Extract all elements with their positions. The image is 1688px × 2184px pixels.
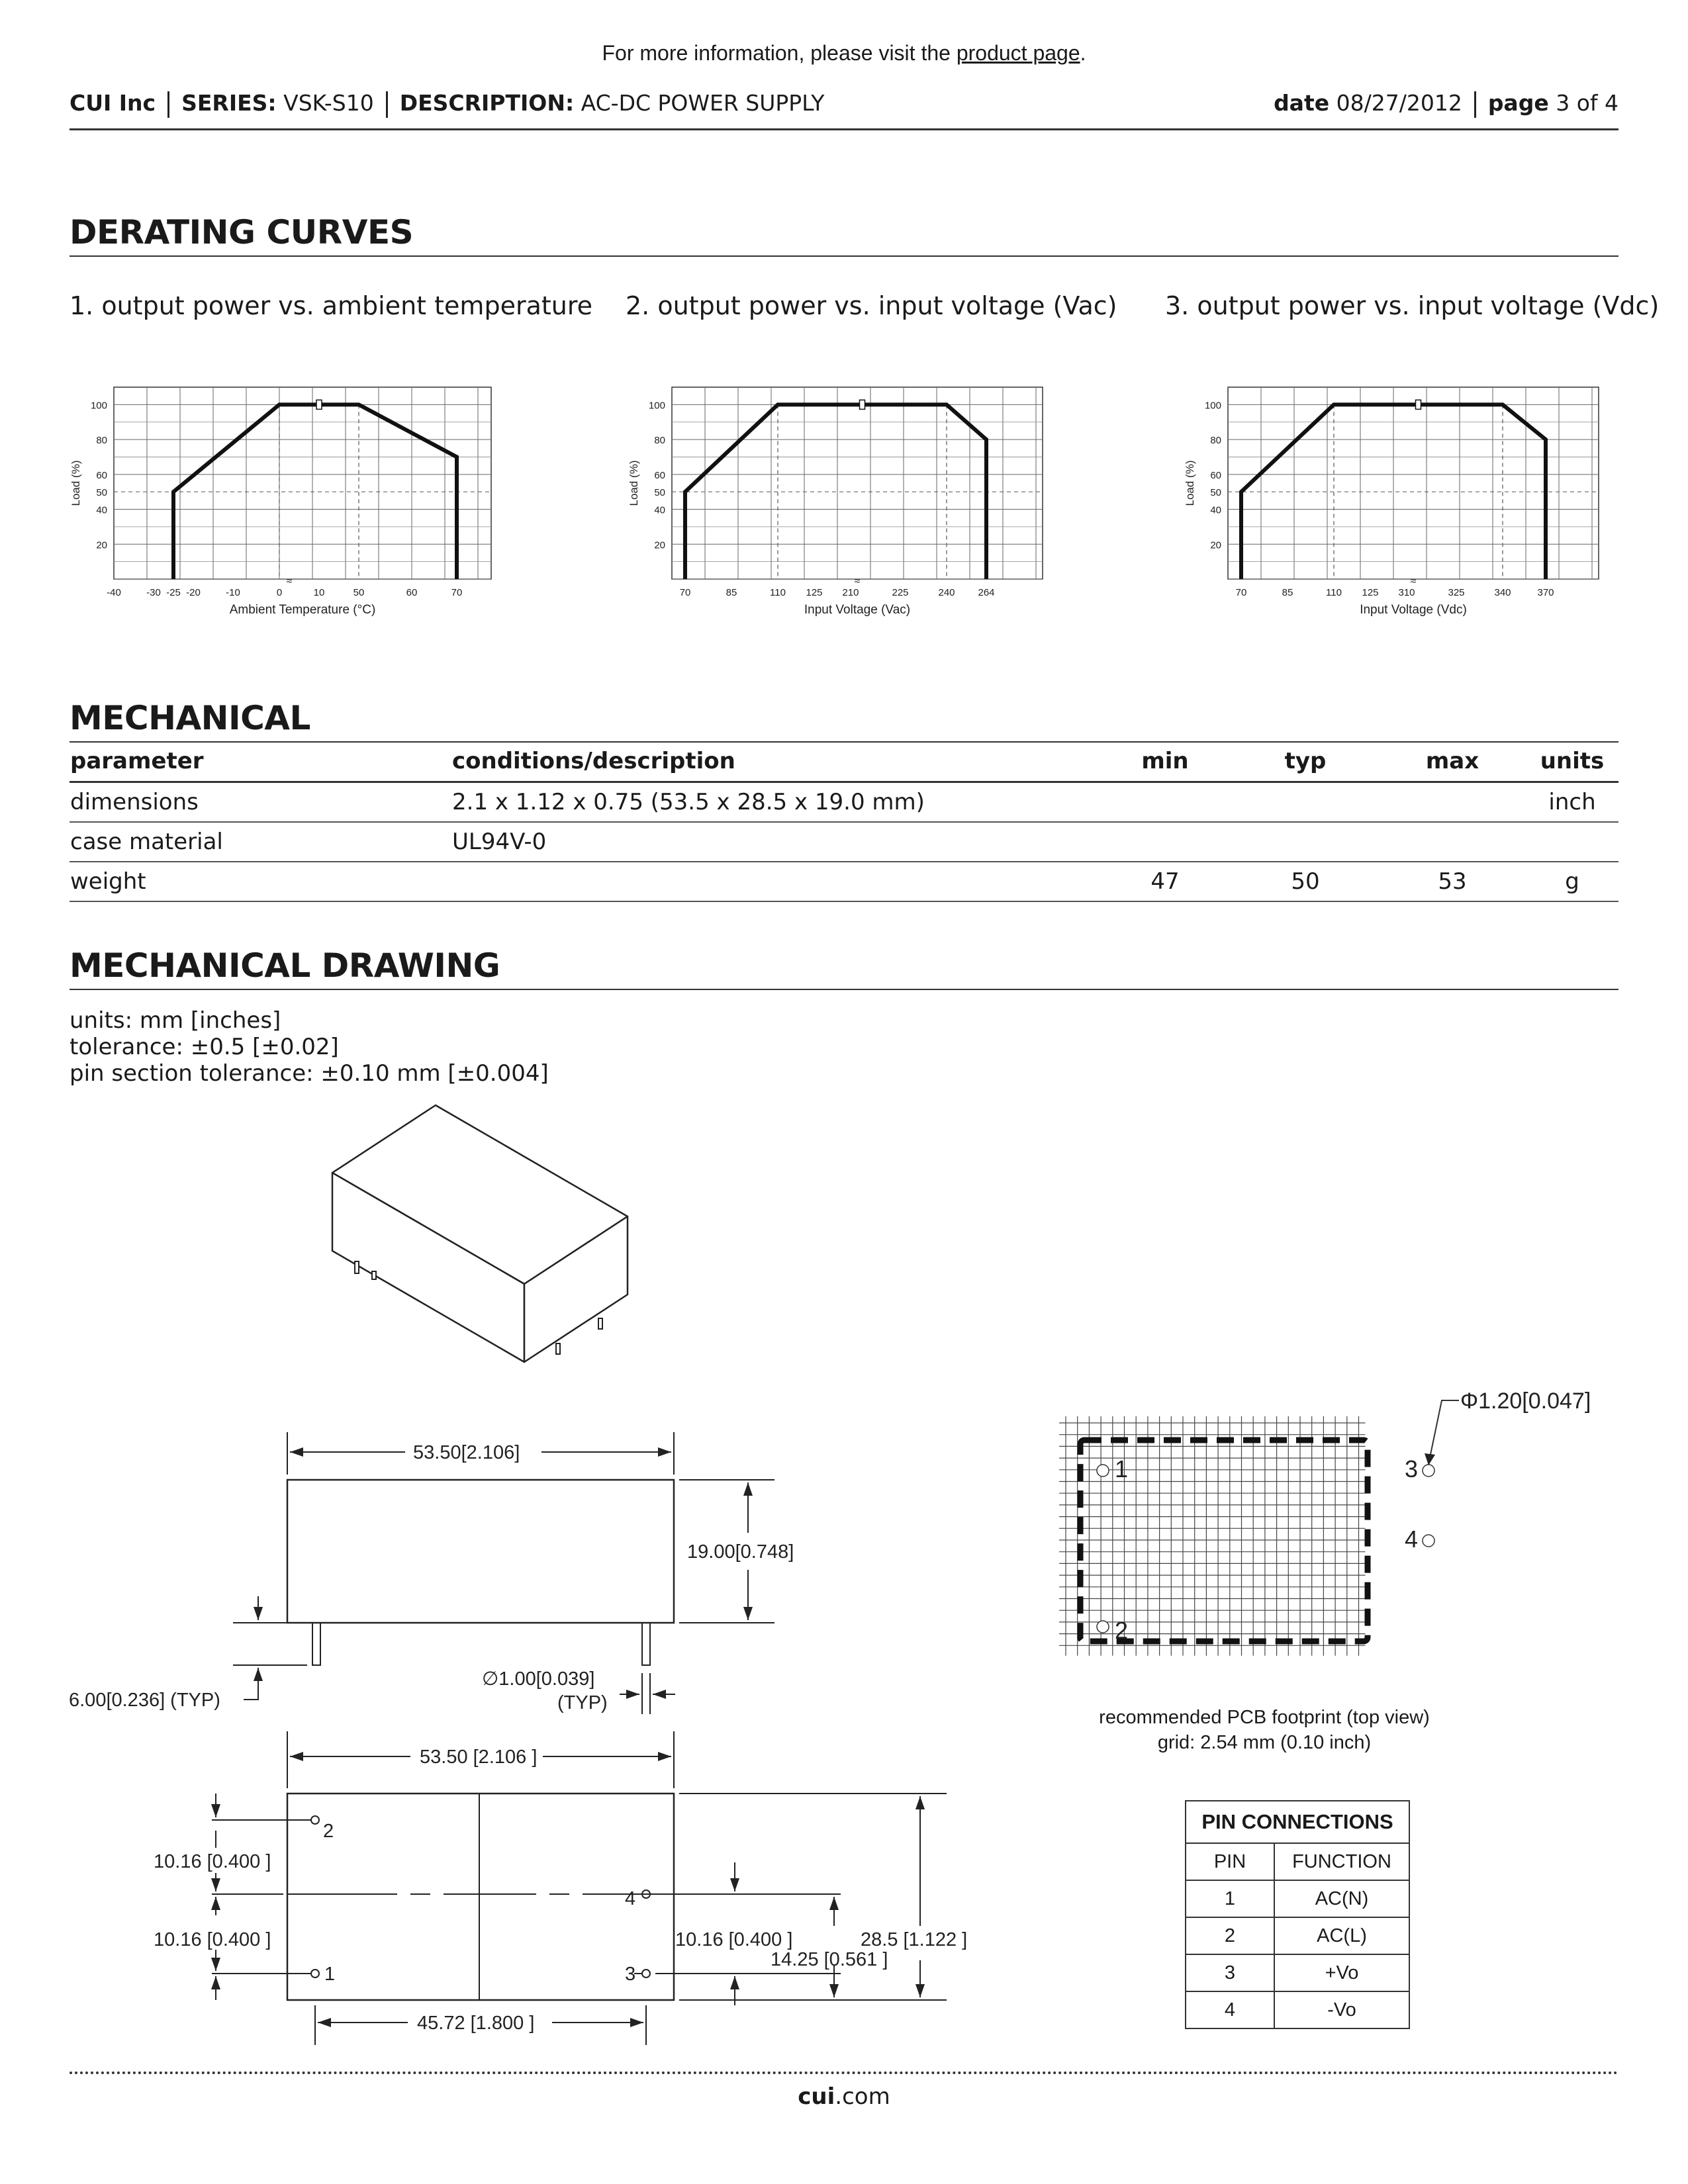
x-tick-label: 70 bbox=[451, 587, 463, 598]
dimension-drawings bbox=[60, 1423, 986, 2045]
y-tick-label: 60 bbox=[1210, 469, 1221, 481]
x-tick-label: 0 bbox=[276, 587, 283, 598]
line-break-mark bbox=[316, 400, 322, 409]
mechanical-section-title: MECHANICAL bbox=[70, 699, 1618, 743]
col-units: units bbox=[1526, 741, 1618, 782]
cell-max bbox=[1379, 822, 1526, 862]
cell-function: -Vo bbox=[1274, 1991, 1409, 2028]
x-axis-label: Input Voltage (Vac) bbox=[804, 603, 911, 617]
page-header bbox=[70, 86, 1618, 130]
tolerance-note: tolerance: ±0.5 [±0.02] bbox=[70, 1034, 339, 1060]
col-pin: PIN bbox=[1186, 1843, 1274, 1880]
chart-3-title: 3. output power vs. input voltage (Vdc) bbox=[1165, 291, 1660, 320]
cell-pin: 2 bbox=[1186, 1917, 1274, 1954]
footer-domain: .com bbox=[835, 2083, 890, 2110]
y-tick-label: 40 bbox=[96, 504, 107, 516]
pcb-caption bbox=[1026, 1705, 1503, 1755]
x-tick-label: 50 bbox=[353, 587, 365, 598]
x-tick-label: 110 bbox=[1326, 587, 1342, 598]
dim-pin-length: 6.00[0.236] (TYP) bbox=[69, 1690, 220, 1711]
mechanical-header-row bbox=[70, 741, 1618, 782]
x-tick-label: 10 bbox=[313, 587, 325, 598]
x-tick-label: 85 bbox=[1282, 587, 1293, 598]
bottom-pin-1: 1 bbox=[324, 1964, 336, 1985]
cell-function: AC(N) bbox=[1274, 1880, 1409, 1917]
dim-pin-dia-typ: (TYP) bbox=[557, 1692, 608, 1713]
dim-bottom-width: 53.50 [2.106 ] bbox=[420, 1747, 538, 1768]
pin-connections-table bbox=[1185, 1800, 1410, 2029]
dim-pin-dia: ∅1.00[0.039] bbox=[482, 1668, 595, 1690]
x-axis-label: Ambient Temperature (°C) bbox=[229, 603, 376, 617]
footer bbox=[0, 2083, 1688, 2110]
series-value: VSK-S10 bbox=[283, 90, 374, 116]
y-tick-label: 50 bbox=[654, 487, 665, 499]
y-tick-label: 50 bbox=[96, 487, 107, 499]
cell-pin: 1 bbox=[1186, 1880, 1274, 1917]
units-note: units: mm [inches] bbox=[70, 1007, 281, 1034]
top-note bbox=[0, 41, 1688, 66]
x-tick-label: -30 bbox=[146, 587, 161, 598]
top-note-text: For more information, please visit the bbox=[602, 41, 957, 65]
table-row bbox=[1186, 1880, 1409, 1917]
col-typ: typ bbox=[1232, 741, 1379, 782]
x-tick-label: 240 bbox=[938, 587, 955, 598]
derating-section-title: DERATING CURVES bbox=[70, 213, 1618, 257]
axis-break-mark: ≈ bbox=[286, 576, 293, 587]
dim-side-width: 53.50[2.106] bbox=[413, 1442, 520, 1463]
cell-pin: 3 bbox=[1186, 1954, 1274, 1991]
dim-total-height: 28.5 [1.122 ] bbox=[861, 1929, 968, 1950]
pin-table-header bbox=[1186, 1843, 1409, 1880]
cell-max: 53 bbox=[1379, 862, 1526, 901]
bottom-pin-2: 2 bbox=[323, 1821, 334, 1842]
mechanical-table bbox=[70, 741, 1618, 902]
plot-frame bbox=[1228, 387, 1599, 579]
description-label: DESCRIPTION: bbox=[399, 90, 575, 116]
cell-units: g bbox=[1526, 862, 1618, 901]
pcb-pin-label: 1 bbox=[1115, 1455, 1129, 1482]
product-page-link[interactable]: product page bbox=[956, 41, 1080, 65]
pcb-hole bbox=[1423, 1535, 1434, 1547]
cell-min bbox=[1098, 822, 1232, 862]
table-row bbox=[1186, 1954, 1409, 1991]
y-tick-label: 100 bbox=[1204, 400, 1221, 412]
y-tick-label: 40 bbox=[654, 504, 665, 516]
pcb-hole bbox=[1097, 1621, 1109, 1633]
description-value: AC-DC POWER SUPPLY bbox=[581, 90, 825, 116]
isometric-view bbox=[318, 1099, 649, 1363]
pcb-footprint bbox=[1046, 1377, 1628, 1681]
y-tick-label: 80 bbox=[96, 435, 107, 447]
y-tick-label: 100 bbox=[648, 400, 665, 412]
chart-2-title: 2. output power vs. input voltage (Vac) bbox=[626, 291, 1117, 320]
top-note-suffix: . bbox=[1080, 41, 1086, 65]
y-tick-label: 100 bbox=[90, 400, 107, 412]
y-tick-label: 80 bbox=[1210, 435, 1221, 447]
y-axis-label: Load (%) bbox=[628, 460, 640, 506]
page-value: 3 of 4 bbox=[1556, 90, 1618, 116]
hole-callout-leader bbox=[1429, 1400, 1459, 1464]
y-tick-label: 80 bbox=[654, 435, 665, 447]
footer-divider bbox=[70, 2071, 1618, 2074]
pin-table-title: PIN CONNECTIONS bbox=[1186, 1801, 1409, 1843]
dim-pin-v1: 10.16 [0.400 ] bbox=[154, 1851, 271, 1872]
dim-pin-v2: 10.16 [0.400 ] bbox=[154, 1929, 271, 1950]
x-tick-label: 210 bbox=[842, 587, 859, 598]
x-tick-label: 110 bbox=[770, 587, 786, 598]
col-min: min bbox=[1098, 741, 1232, 782]
axis-break-mark: ≈ bbox=[854, 576, 861, 587]
line-break-mark bbox=[860, 400, 865, 409]
footer-brand: cui bbox=[798, 2083, 835, 2110]
pcb-pin-label: 2 bbox=[1115, 1617, 1129, 1644]
y-tick-label: 20 bbox=[96, 539, 107, 551]
chart-1 bbox=[60, 377, 536, 635]
line-break-mark bbox=[1416, 400, 1421, 409]
cell-function: +Vo bbox=[1274, 1954, 1409, 1991]
chart-1-title: 1. output power vs. ambient temperature bbox=[70, 291, 593, 320]
company-name: CUI Inc bbox=[70, 90, 156, 116]
x-tick-label: -20 bbox=[186, 587, 201, 598]
date-label: date bbox=[1274, 90, 1330, 116]
col-max: max bbox=[1379, 741, 1526, 782]
y-tick-label: 40 bbox=[1210, 504, 1221, 516]
cell-typ bbox=[1232, 822, 1379, 862]
y-tick-label: 50 bbox=[1210, 487, 1221, 499]
x-tick-label: 125 bbox=[806, 587, 823, 598]
page-label: page bbox=[1487, 90, 1549, 116]
cell-max bbox=[1379, 782, 1526, 823]
dim-side-height: 19.00[0.748] bbox=[687, 1541, 794, 1563]
x-tick-label: 70 bbox=[1235, 587, 1247, 598]
cell-function: AC(L) bbox=[1274, 1917, 1409, 1954]
table-row bbox=[70, 822, 1618, 862]
bottom-pin-4: 4 bbox=[625, 1888, 636, 1909]
series-label: SERIES: bbox=[181, 90, 277, 116]
cell-pin: 4 bbox=[1186, 1991, 1274, 2028]
cell-min: 47 bbox=[1098, 862, 1232, 901]
cell-conditions bbox=[451, 862, 1098, 901]
pin-tolerance-note: pin section tolerance: ±0.10 mm [±0.004] bbox=[70, 1060, 549, 1087]
x-tick-label: 85 bbox=[726, 587, 737, 598]
pcb-hole bbox=[1097, 1465, 1109, 1477]
col-parameter: parameter bbox=[70, 741, 451, 782]
x-tick-label: 125 bbox=[1362, 587, 1379, 598]
cell-units bbox=[1526, 822, 1618, 862]
y-axis-label: Load (%) bbox=[70, 460, 82, 506]
table-row bbox=[70, 782, 1618, 823]
y-tick-label: 20 bbox=[654, 539, 665, 551]
x-tick-label: 370 bbox=[1537, 587, 1554, 598]
plot-frame bbox=[114, 387, 491, 579]
cell-typ bbox=[1232, 782, 1379, 823]
drawing-section-title: MECHANICAL DRAWING bbox=[70, 946, 1618, 990]
x-tick-label: 225 bbox=[892, 587, 909, 598]
x-tick-label: 340 bbox=[1494, 587, 1511, 598]
cell-conditions: 2.1 x 1.12 x 0.75 (53.5 x 28.5 x 19.0 mm) bbox=[451, 782, 1098, 823]
cell-conditions: UL94V-0 bbox=[451, 822, 1098, 862]
axis-break-mark: ≈ bbox=[1410, 576, 1417, 587]
date-value: 08/27/2012 bbox=[1336, 90, 1462, 116]
y-tick-label: 60 bbox=[96, 469, 107, 481]
dim-right-v2: 14.25 [0.561 ] bbox=[771, 1949, 888, 1970]
dim-right-v1: 10.16 [0.400 ] bbox=[675, 1929, 793, 1950]
pcb-pin-label: 4 bbox=[1405, 1525, 1419, 1553]
y-axis-label: Load (%) bbox=[1184, 460, 1196, 506]
x-tick-label: -25 bbox=[166, 587, 181, 598]
cell-parameter: weight bbox=[70, 862, 451, 901]
hole-dia-label: Φ1.20[0.047] bbox=[1460, 1388, 1591, 1414]
table-row bbox=[70, 862, 1618, 901]
x-tick-label: 70 bbox=[679, 587, 691, 598]
cell-parameter: dimensions bbox=[70, 782, 451, 823]
cell-units: inch bbox=[1526, 782, 1618, 823]
x-tick-label: -10 bbox=[226, 587, 240, 598]
table-row bbox=[1186, 1991, 1409, 2028]
pcb-caption-line2: grid: 2.54 mm (0.10 inch) bbox=[1157, 1732, 1372, 1753]
col-function: FUNCTION bbox=[1274, 1843, 1409, 1880]
y-tick-label: 60 bbox=[654, 469, 665, 481]
cell-min bbox=[1098, 782, 1232, 823]
pcb-pin-label: 3 bbox=[1405, 1455, 1419, 1482]
x-tick-label: -40 bbox=[107, 587, 121, 598]
hole-callout-arrow bbox=[1425, 1453, 1435, 1465]
cell-typ: 50 bbox=[1232, 862, 1379, 901]
x-axis-label: Input Voltage (Vdc) bbox=[1360, 603, 1467, 617]
pcb-hole bbox=[1423, 1465, 1434, 1477]
chart-2 bbox=[599, 377, 1076, 635]
pcb-caption-line1: recommended PCB footprint (top view) bbox=[1099, 1707, 1430, 1728]
bottom-pin-3: 3 bbox=[625, 1964, 636, 1985]
table-row bbox=[1186, 1917, 1409, 1954]
cell-parameter: case material bbox=[70, 822, 451, 862]
chart-3 bbox=[1155, 377, 1632, 635]
x-tick-label: 325 bbox=[1448, 587, 1465, 598]
x-tick-label: 310 bbox=[1398, 587, 1415, 598]
drawing-notes bbox=[70, 1007, 549, 1087]
x-tick-label: 60 bbox=[406, 587, 418, 598]
x-tick-label: 264 bbox=[978, 587, 995, 598]
y-tick-label: 20 bbox=[1210, 539, 1221, 551]
dim-pin-span: 45.72 [1.800 ] bbox=[417, 2013, 535, 2034]
col-conditions: conditions/description bbox=[451, 741, 1098, 782]
